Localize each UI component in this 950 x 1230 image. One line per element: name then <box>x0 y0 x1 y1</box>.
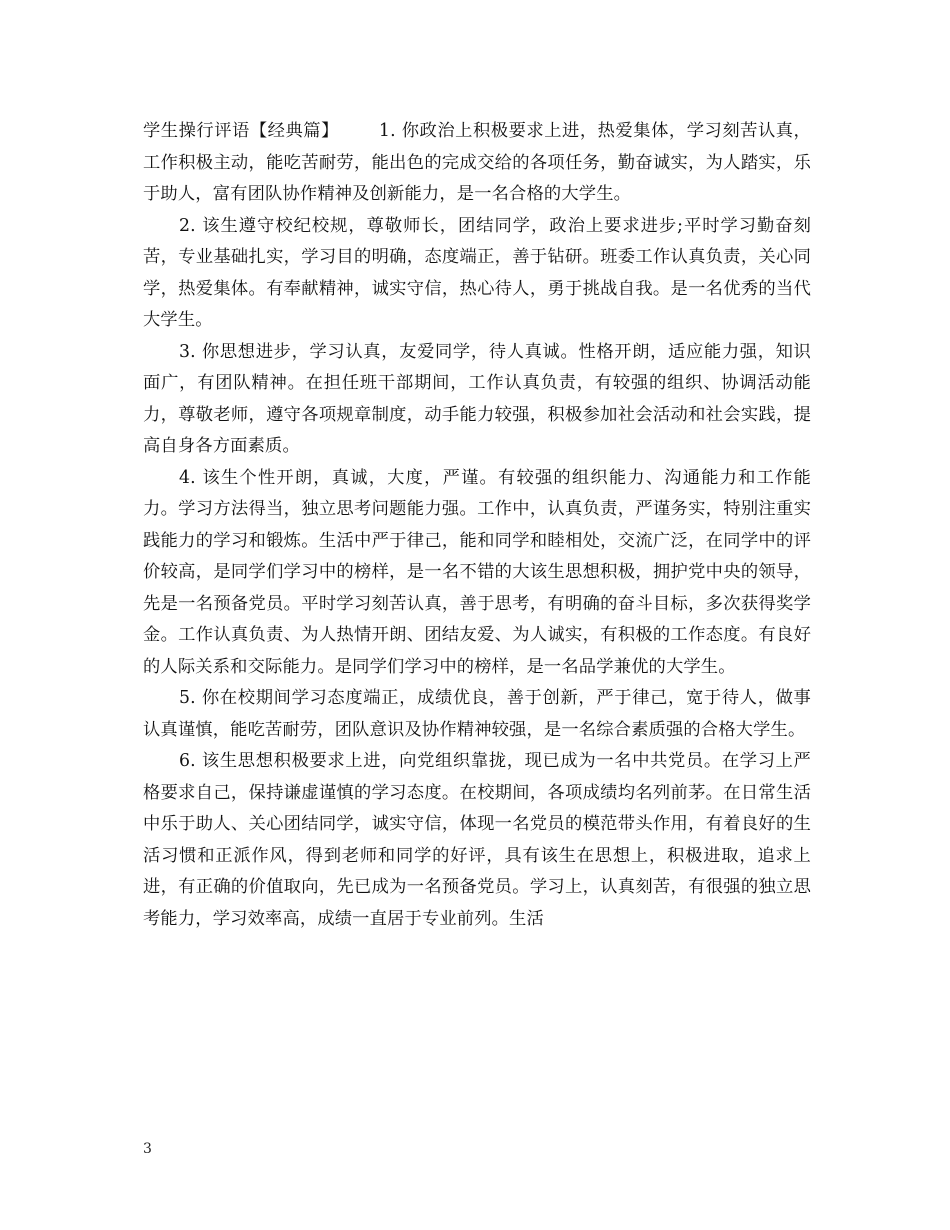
paragraph-4: 4. 该生个性开朗，真诚，大度，严谨。有较强的组织能力、沟通能力和工作能力。学习方法得当，独立思考问题能力强。工作中，认真负责，严谨务实，特别注重实践能力的学习和锻炼。生活中严于律己，能和同学和睦相处，交流广泛，在同学中的评价较高，是同学们学习中的榜样，是一名不错的大该生思想积极，拥护党中央的领导，先是一名预备党员。平时学习刻苦认真，善于思考，有明确的奋斗目标，多次获得奖学金。工作认真负责、为人热情开朗、团结友爱、为人诚实，有积极的工作态度。有良好的人际关系和交际能力。是同学们学习中的榜样，是一名品学兼优的大学生。 <box>143 467 811 677</box>
document-title: 学生操行评语【经典篇】 <box>143 121 339 141</box>
document-body <box>143 116 811 935</box>
paragraph-1-text: 1. 你政治上积极要求上进，热爱集体，学习刻苦认真，工作积极主动，能吃苦耐劳，能出色的完成交给的各项任务，勤奋诚实，为人踏实，乐于助人，富有团队协作精神及创新能力，是一名合格的大学生。 <box>143 121 811 204</box>
paragraph-5: 5. 你在校期间学习态度端正，成绩优良，善于创新，严于律己，宽于待人，做事认真谨慎，能吃苦耐劳，团队意识及协作精神较强，是一名综合素质强的合格大学生。 <box>143 688 811 740</box>
paragraph-2: 2. 该生遵守校纪校规，尊敬师长，团结同学，政治上要求进步;平时学习勤奋刻苦，专业基础扎实，学习目的明确，态度端正，善于钻研。班委工作认真负责，关心同学，热爱集体。有奉献精神，诚实守信，热心待人，勇于挑战自我。是一名优秀的当代大学生。 <box>143 215 811 330</box>
page-number: 3 <box>143 1141 152 1157</box>
paragraph-6: 6. 该生思想积极要求上进，向党组织靠拢，现已成为一名中共党员。在学习上严格要求自己，保持谦虚谨慎的学习态度。在校期间，各项成绩均名列前茅。在日常生活中乐于助人、关心团结同学，诚实守信，体现一名党员的模范带头作用，有着良好的生活习惯和正派作风，得到老师和同学的好评，具有该生在思想上，积极进取，追求上进，有正确的价值取向，先已成为一名预备党员。学习上，认真刻苦，有很强的独立思考能力，学习效率高，成绩一直居于专业前列。生活 <box>143 751 811 929</box>
paragraph-3: 3. 你思想进步，学习认真，友爱同学，待人真诚。性格开朗，适应能力强，知识面广，有团队精神。在担任班干部期间，工作认真负责，有较强的组织、协调活动能力，尊敬老师，遵守各项规章制度，动手能力较强，积极参加社会活动和社会实践，提高自身各方面素质。 <box>143 341 811 456</box>
paragraph-1 <box>143 116 811 211</box>
